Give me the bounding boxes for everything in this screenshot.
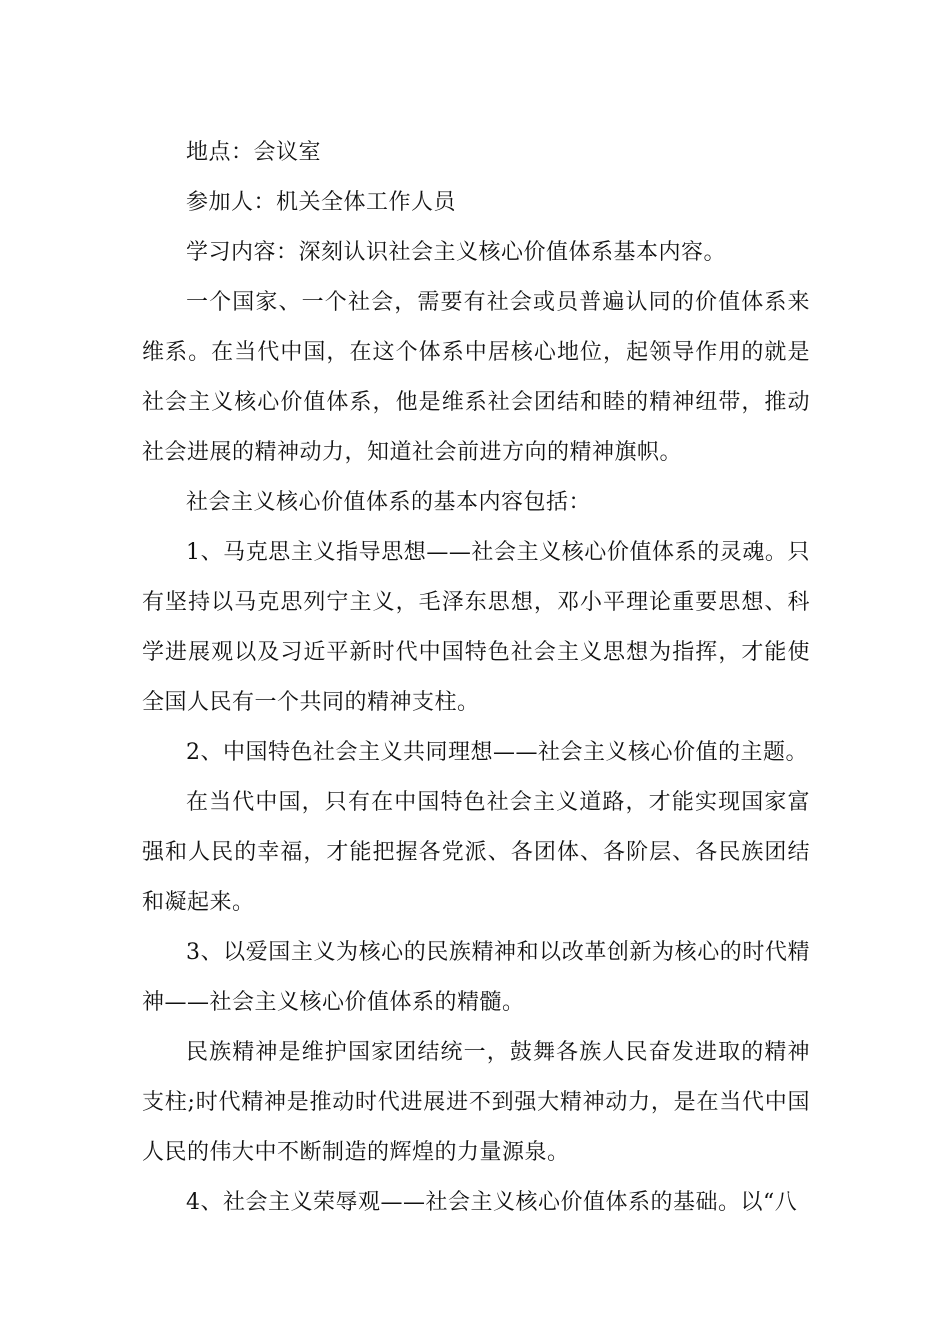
paragraph-intro: 一个国家、一个社会，需要有社会或员普遍认同的价值体系来维系。在当代中国，在这个体系中居核心地位，起领导作用的就是社会主义核心价值体系，他是维系社会团结和睦的精神纽带，推动社会进展的精神动力，知道社会前进方向的精神旗帜。 (142, 290, 810, 465)
paragraph-point-3-detail: 民族精神是维护国家团结统一，鼓舞各族人民奋发进取的精神支柱;时代精神是推动时代进展进不到强大精神动力，是在当代中国人民的伟大中不断制造的辉煌的力量源泉。 (142, 1040, 810, 1165)
paragraph-content-heading: 社会主义核心价值体系的基本内容包括： (186, 490, 592, 515)
paragraph-point-1: 1、马克思主义指导思想——社会主义核心价值体系的灵魂。只有坚持以马克思列宁主义，毛泽东思想，邓小平理论重要思想、科学进展观以及习近平新时代中国特色社会主义思想为指挥，才能使全国人民有一个共同的精神支柱。 (142, 540, 810, 715)
paragraph-point-2: 2、中国特色社会主义共同理想——社会主义核心价值的主题。 (186, 740, 808, 765)
meeting-participants: 参加人：机关全体工作人员 (186, 190, 457, 215)
study-topic: 学习内容：深刻认识社会主义核心价值体系基本内容。 (186, 240, 727, 265)
meeting-location: 地点：会议室 (186, 140, 322, 165)
paragraph-point-3: 3、以爱国主义为核心的民族精神和以改革创新为核心的时代精神——社会主义核心价值体系的精髓。 (142, 940, 810, 1015)
paragraph-point-2-detail: 在当代中国，只有在中国特色社会主义道路，才能实现国家富强和人民的幸福，才能把握各党派、各团体、各阶层、各民族团结和凝起来。 (142, 790, 810, 915)
paragraph-point-4: 4、社会主义荣辱观——社会主义核心价值体系的基础。以“八 (186, 1190, 798, 1215)
document-body (142, 128, 810, 1228)
